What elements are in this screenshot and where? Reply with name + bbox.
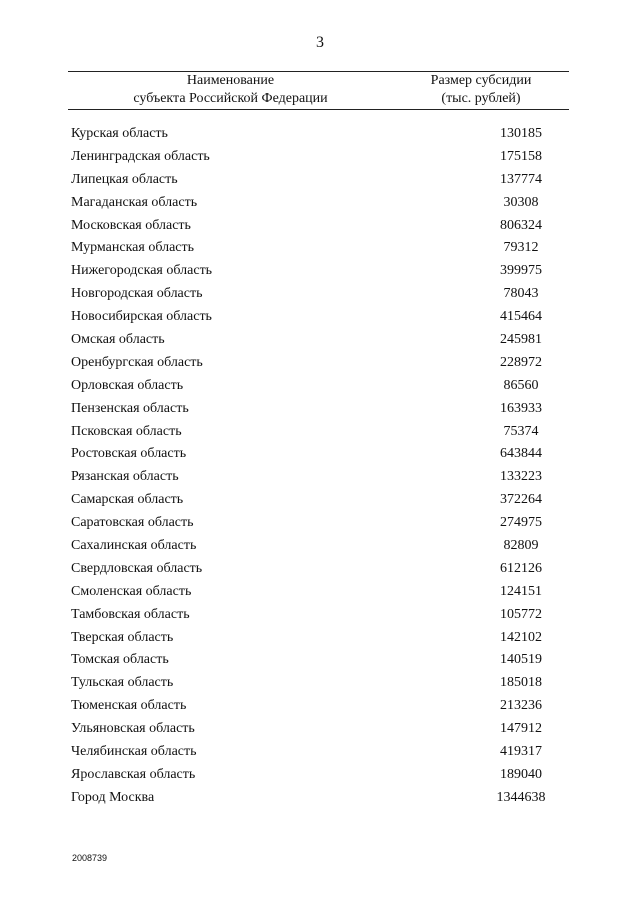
table-row [68, 170, 569, 193]
subject-name: Ростовская область [71, 446, 187, 462]
column-header-subject [68, 72, 393, 108]
subject-name: Ленинградская область [71, 148, 210, 164]
table-row [68, 193, 569, 216]
subsidy-amount: 415464 [500, 309, 542, 325]
subsidy-amount: 399975 [500, 263, 542, 279]
subsidy-amount: 274975 [500, 515, 542, 531]
subsidy-amount: 245981 [500, 332, 542, 348]
subject-name: Тульская область [71, 675, 174, 691]
table-row [68, 307, 569, 330]
column-header-subsidy-line1: Размер субсидии [430, 73, 532, 88]
subsidy-amount: 78043 [503, 286, 539, 302]
subsidy-amount: 142102 [500, 629, 542, 645]
subsidy-amount: 140519 [500, 652, 542, 668]
subject-name: Тамбовская область [71, 606, 190, 622]
table-row [68, 147, 569, 170]
table-row [68, 399, 569, 422]
subsidy-amount: 612126 [500, 560, 542, 576]
table-row [68, 628, 569, 651]
subsidy-amount: 147912 [500, 721, 542, 737]
table-row [68, 696, 569, 719]
subject-name: Смоленская область [71, 583, 192, 599]
subject-name: Нижегородская область [71, 263, 213, 279]
column-header-subsidy-line2: (тыс. рублей) [441, 91, 521, 106]
subject-name: Томская область [71, 652, 169, 668]
document-code: 2008739 [72, 853, 108, 863]
table-row [68, 422, 569, 445]
subsidy-amount: 213236 [500, 698, 542, 714]
table-row [68, 353, 569, 376]
subsidy-amount: 185018 [500, 675, 542, 691]
subject-name: Московская область [71, 217, 191, 233]
subsidy-amount: 419317 [500, 744, 542, 760]
table-row [68, 467, 569, 490]
subject-name: Город Москва [71, 789, 155, 805]
subsidy-amount: 175158 [500, 148, 542, 164]
table-row [68, 124, 569, 147]
table-row [68, 490, 569, 513]
subject-name: Мурманская область [71, 240, 195, 256]
subsidy-amount: 163933 [500, 400, 542, 416]
subsidy-amount: 30308 [503, 194, 539, 210]
table-row [68, 261, 569, 284]
table-row [68, 330, 569, 353]
subsidy-amount: 1344638 [496, 789, 546, 805]
subject-name: Омская область [71, 332, 165, 348]
subject-name: Свердловская область [71, 560, 203, 576]
subsidy-amount: 124151 [500, 583, 542, 599]
subject-name: Саратовская область [71, 515, 194, 531]
subsidy-amount: 75374 [503, 423, 539, 439]
table-row [68, 605, 569, 628]
subsidy-amount: 79312 [503, 240, 539, 256]
subject-name: Новгородская область [71, 286, 203, 302]
subject-name: Рязанская область [71, 469, 179, 485]
column-header-subsidy [393, 72, 569, 108]
subject-name: Оренбургская область [71, 354, 203, 370]
table-row [68, 719, 569, 742]
subsidy-amount: 105772 [500, 606, 542, 622]
subject-name: Самарская область [71, 492, 184, 508]
subsidy-amount: 643844 [500, 446, 542, 462]
subject-name: Тверская область [71, 629, 174, 645]
subject-name: Орловская область [71, 377, 184, 393]
table-row [68, 536, 569, 559]
subsidy-amount: 372264 [500, 492, 542, 508]
table-row [68, 513, 569, 536]
table-row [68, 765, 569, 788]
subject-name: Тюменская область [71, 698, 187, 714]
subject-name: Новосибирская область [71, 309, 212, 325]
column-header-subject-line2: субъекта Российской Федерации [133, 91, 328, 106]
subject-name: Челябинская область [71, 744, 197, 760]
subsidy-amount: 82809 [503, 538, 539, 554]
table-row [68, 238, 569, 261]
subject-name: Липецкая область [71, 171, 178, 187]
table-row [68, 216, 569, 239]
table-body [68, 124, 569, 811]
column-header-subject-line1: Наименование [186, 73, 275, 88]
table-row [68, 559, 569, 582]
subject-name: Ярославская область [71, 766, 196, 782]
table-row [68, 673, 569, 696]
subsidy-amount: 137774 [500, 171, 542, 187]
table-row [68, 444, 569, 467]
table-row [68, 376, 569, 399]
subsidy-amount: 189040 [500, 766, 542, 782]
subject-name: Ульяновская область [71, 721, 195, 737]
page-number: 3 [316, 34, 324, 51]
subsidy-amount: 86560 [503, 377, 539, 393]
subject-name: Псковская область [71, 423, 182, 439]
subject-name: Сахалинская область [71, 538, 197, 554]
table-header-rule [68, 109, 569, 110]
subsidy-amount: 130185 [500, 126, 542, 141]
table-row [68, 742, 569, 765]
table-row [68, 284, 569, 307]
subsidy-amount: 133223 [500, 469, 542, 485]
subject-name: Магаданская область [71, 194, 198, 210]
subject-name: Курская область [71, 126, 168, 141]
table-row [68, 788, 569, 811]
subject-name: Пензенская область [71, 400, 189, 416]
subsidy-amount: 806324 [500, 217, 542, 233]
subsidy-amount: 228972 [500, 354, 542, 370]
table-row [68, 582, 569, 605]
table-row [68, 650, 569, 673]
